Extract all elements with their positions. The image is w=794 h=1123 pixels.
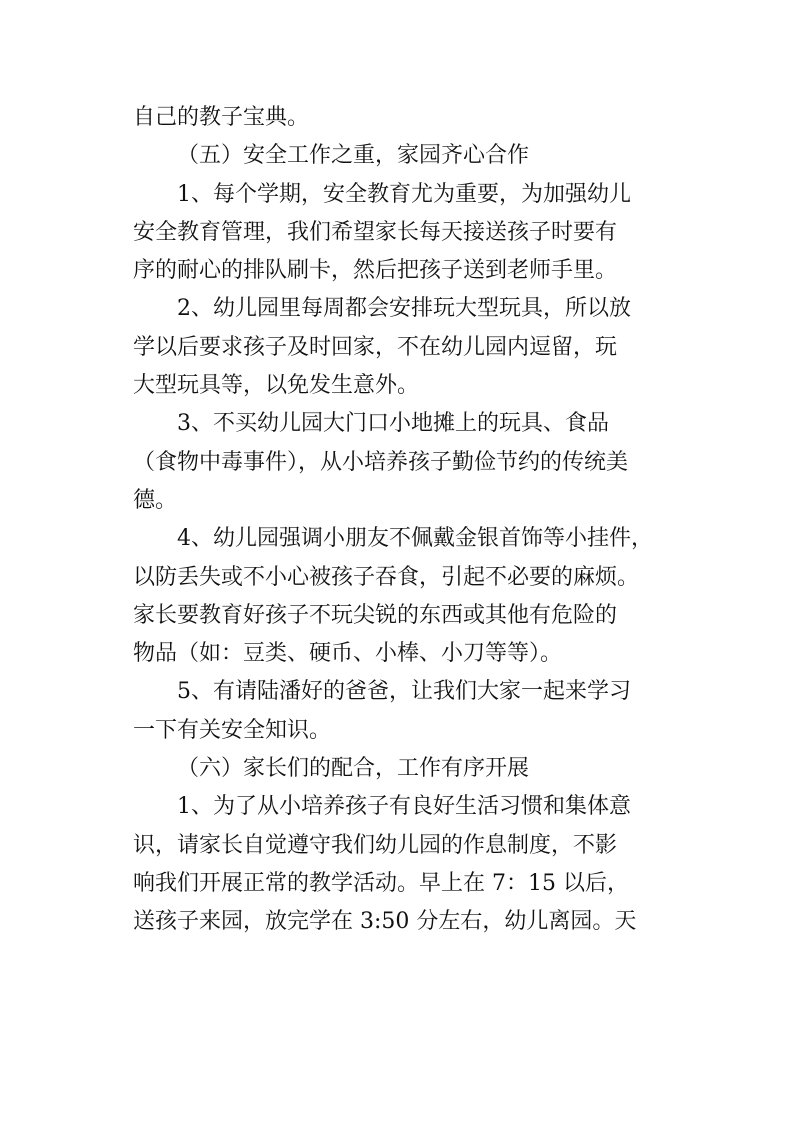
paragraph-line: 自己的教子宝典。 [133, 105, 310, 130]
section-heading: （六）家长们的配合，工作有序开展 [177, 756, 530, 782]
paragraph-line: 序的耐心的排队刷卡，然后把孩子送到老师手里。 [133, 258, 618, 284]
paragraph-line: 德。 [133, 487, 178, 513]
paragraph-line: 4、幼儿园强调小朋友不佩戴金银首饰等小挂件， [177, 526, 653, 552]
paragraph-line: （食物中毒事件），从小培养孩子勤俭节约的传统美 [133, 449, 629, 475]
paragraph-line: 大型玩具等，以免发生意外。 [133, 373, 420, 399]
paragraph-line: 安全教育管理，我们希望家长每天接送孩子时要有 [133, 219, 618, 245]
paragraph-line: 3、不买幼儿园大门口小地摊上的玩具、食品 [177, 411, 609, 437]
paragraph-line: 学以后要求孩子及时回家，不在幼儿园内逗留，玩 [133, 334, 618, 360]
paragraph-line: 1、每个学期，安全教育尤为重要，为加强幼儿 [177, 181, 631, 207]
paragraph-line: 识，请家长自觉遵守我们幼儿园的作息制度，不影 [133, 832, 618, 858]
paragraph-line: 一下有关安全知识。 [133, 717, 332, 743]
paragraph-line: 响我们开展正常的教学活动。早上在 7：15 以后， [133, 870, 629, 896]
paragraph-line: 物品（如：豆类、硬币、小棒、小刀等等）。 [133, 641, 563, 667]
paragraph-line: 送孩子来园，放完学在 3:50 分左右，幼儿离园。天 [133, 909, 637, 935]
paragraph-line: 家长要教育好孩子不玩尖锐的东西或其他有危险的 [133, 602, 618, 628]
section-heading: （五）安全工作之重，家园齐心合作 [177, 143, 530, 169]
paragraph-line: 1、为了从小培养孩子有良好生活习惯和集体意 [177, 794, 631, 820]
paragraph-line: 5、有请陆潘好的爸爸，让我们大家一起来学习 [177, 679, 631, 705]
paragraph-line: 以防丢失或不小心被孩子吞食，引起不必要的麻烦。 [133, 564, 640, 590]
document-body [133, 99, 673, 942]
paragraph-line: 2、幼儿园里每周都会安排玩大型玩具，所以放 [177, 296, 631, 322]
